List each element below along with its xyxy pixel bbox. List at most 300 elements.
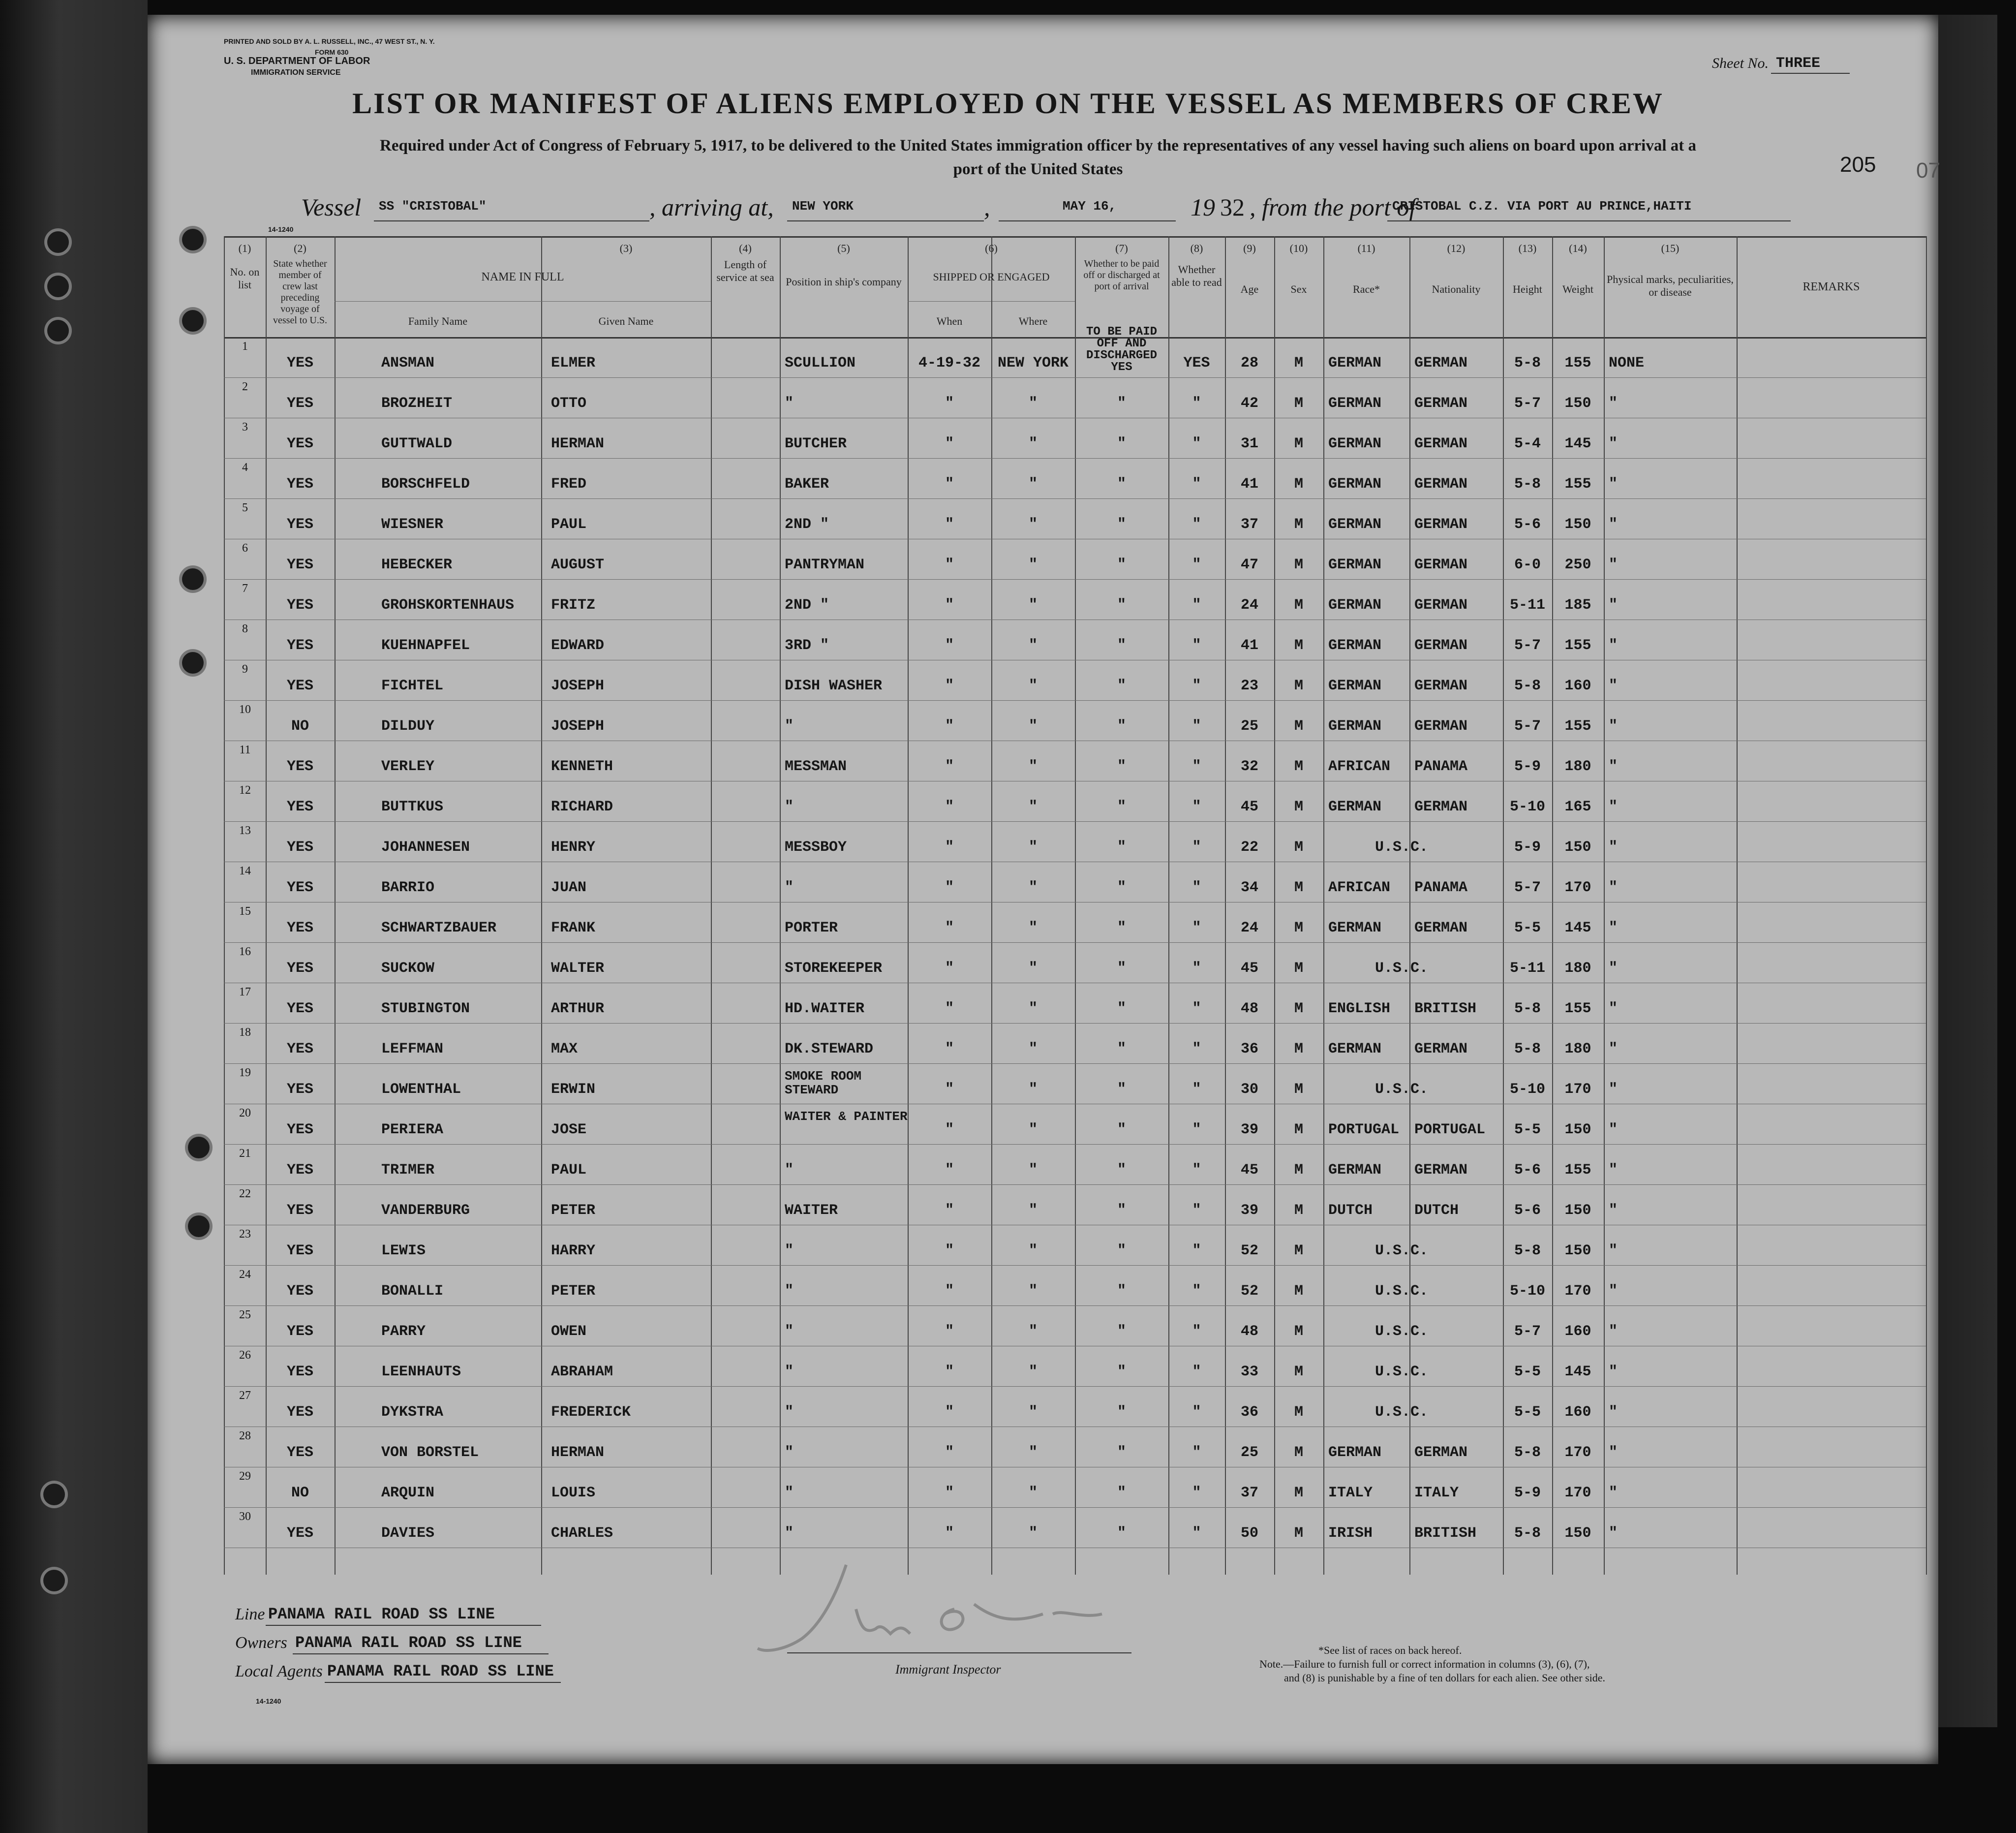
cell-position: BUTCHER bbox=[785, 435, 847, 452]
cell-marks: " bbox=[1609, 1364, 1618, 1380]
cell-paid: " bbox=[1117, 1444, 1126, 1461]
cell-age: 36 bbox=[1240, 1404, 1258, 1421]
cell-height: 5-11 bbox=[1509, 597, 1545, 614]
cell-weight: 185 bbox=[1564, 597, 1591, 614]
cell-race: GERMAN bbox=[1328, 516, 1382, 533]
cell-race: U.S.C. bbox=[1375, 1323, 1429, 1340]
cell-read: " bbox=[1192, 1525, 1201, 1542]
cell-sex: M bbox=[1294, 839, 1303, 856]
row-number: 12 bbox=[239, 784, 251, 797]
col-rule bbox=[224, 236, 225, 1575]
row-number: 13 bbox=[239, 824, 251, 837]
cell-given: JUAN bbox=[551, 879, 587, 896]
cell-given: HERMAN bbox=[551, 1444, 605, 1461]
cell-sex: M bbox=[1294, 557, 1303, 573]
cell-weight: 155 bbox=[1564, 718, 1591, 735]
cell-when: " bbox=[945, 476, 954, 493]
cell-prev: YES bbox=[286, 678, 313, 694]
row-number: 28 bbox=[239, 1429, 251, 1442]
cell-weight: 180 bbox=[1564, 1041, 1591, 1057]
row-number: 10 bbox=[239, 703, 251, 716]
cell-race: U.S.C. bbox=[1375, 1283, 1429, 1300]
cell-age: 30 bbox=[1240, 1081, 1258, 1098]
cell-read: " bbox=[1192, 1323, 1201, 1340]
page-stamp: 205 bbox=[1840, 153, 1876, 177]
cell-race: AFRICAN bbox=[1328, 879, 1391, 896]
cell-marks: " bbox=[1609, 1283, 1618, 1300]
cell-where: NEW YORK bbox=[997, 355, 1069, 372]
cell-prev: YES bbox=[286, 557, 313, 573]
col4-header: Length of service at sea bbox=[716, 258, 774, 283]
cell-family: DILDUY bbox=[381, 718, 435, 735]
cell-where: " bbox=[1028, 435, 1038, 452]
cell-position: PANTRYMAN bbox=[785, 557, 865, 573]
cell-weight: 150 bbox=[1564, 1121, 1591, 1138]
cell-family: JOHANNESEN bbox=[381, 839, 470, 856]
cell-paid: " bbox=[1117, 597, 1126, 614]
cell-sex: M bbox=[1294, 1162, 1303, 1179]
cell-height: 5-9 bbox=[1514, 758, 1541, 775]
cell-sex: M bbox=[1294, 1081, 1303, 1098]
col4-num: (4) bbox=[739, 242, 752, 254]
cell-paid: " bbox=[1117, 557, 1126, 573]
arrival-year: 32 bbox=[1220, 193, 1245, 221]
cell-read: " bbox=[1192, 1000, 1201, 1017]
cell-sex: M bbox=[1294, 1404, 1303, 1421]
binder-hole bbox=[47, 320, 69, 342]
col-rule bbox=[1604, 236, 1605, 1575]
cell-paid: " bbox=[1117, 435, 1126, 452]
cell-position: " bbox=[785, 879, 794, 896]
cell-sex: M bbox=[1294, 1202, 1303, 1219]
row-number: 27 bbox=[239, 1389, 251, 1402]
cell-given: PAUL bbox=[551, 1162, 587, 1179]
cell-position: WAITER bbox=[785, 1202, 838, 1219]
cell-family: SCHWARTZBAUER bbox=[381, 920, 497, 936]
row-number: 26 bbox=[239, 1349, 251, 1362]
cell-family: VON BORSTEL bbox=[381, 1444, 479, 1461]
cell-prev: YES bbox=[286, 435, 313, 452]
cell-family: PARRY bbox=[381, 1323, 426, 1340]
cell-prev: YES bbox=[286, 1404, 313, 1421]
cell-marks: " bbox=[1609, 476, 1618, 493]
cell-marks: " bbox=[1609, 1323, 1618, 1340]
cell-given: AUGUST bbox=[551, 557, 605, 573]
col15-num: (15) bbox=[1661, 242, 1680, 254]
cell-when: " bbox=[945, 1041, 954, 1057]
cell-height: 5-10 bbox=[1509, 1283, 1545, 1300]
col-rule bbox=[780, 236, 781, 1575]
cell-when: " bbox=[945, 637, 954, 654]
binder-hole bbox=[182, 229, 204, 250]
cell-given: FRED bbox=[551, 476, 587, 493]
cell-read: " bbox=[1192, 1162, 1201, 1179]
cell-marks: " bbox=[1609, 920, 1618, 936]
cell-family: STUBINGTON bbox=[381, 1000, 470, 1017]
races-note: *See list of races on back hereof. bbox=[1318, 1644, 1462, 1656]
cell-paid: " bbox=[1117, 1243, 1126, 1259]
cell-nationality: PANAMA bbox=[1414, 758, 1468, 775]
cell-family: ANSMAN bbox=[381, 355, 435, 372]
col11-header: Race* bbox=[1353, 283, 1380, 295]
cell-position: 2ND " bbox=[785, 516, 829, 533]
cell-position: " bbox=[785, 1243, 794, 1259]
cell-family: BONALLI bbox=[381, 1283, 444, 1300]
cell-prev: YES bbox=[286, 1283, 313, 1300]
cell-family: BARRIO bbox=[381, 879, 435, 896]
cell-when: " bbox=[945, 1202, 954, 1219]
cell-read: YES bbox=[1183, 355, 1210, 372]
col-rule bbox=[335, 236, 336, 1575]
cell-when: " bbox=[945, 920, 954, 936]
cell-where: " bbox=[1028, 799, 1038, 815]
cell-where: " bbox=[1028, 960, 1038, 977]
cell-when: " bbox=[945, 879, 954, 896]
cell-where: " bbox=[1028, 718, 1038, 735]
cell-when: " bbox=[945, 1121, 954, 1138]
cell-race: IRISH bbox=[1328, 1525, 1373, 1542]
cell-race: U.S.C. bbox=[1375, 1081, 1429, 1098]
cell-nationality: GERMAN bbox=[1414, 718, 1468, 735]
cell-sex: M bbox=[1294, 758, 1303, 775]
cell-given: RICHARD bbox=[551, 799, 613, 815]
row-rule bbox=[224, 1386, 1926, 1387]
cell-family: BORSCHFELD bbox=[381, 476, 470, 493]
cell-paid: " bbox=[1117, 1283, 1126, 1300]
cell-weight: 250 bbox=[1564, 557, 1591, 573]
cell-position: PORTER bbox=[785, 920, 838, 936]
cell-height: 5-11 bbox=[1509, 960, 1545, 977]
cell-given: JOSE bbox=[551, 1121, 587, 1138]
cell-where: " bbox=[1028, 678, 1038, 694]
cell-sex: M bbox=[1294, 1041, 1303, 1057]
cell-nationality: GERMAN bbox=[1414, 435, 1468, 452]
col3-given: Given Name bbox=[598, 315, 654, 327]
sub-col-rule bbox=[991, 301, 992, 337]
col1-num: (1) bbox=[238, 242, 251, 254]
cell-paid: " bbox=[1117, 637, 1126, 654]
cell-family: ARQUIN bbox=[381, 1485, 435, 1501]
vessel-label: Vessel bbox=[301, 193, 362, 221]
cell-family: DAVIES bbox=[381, 1525, 435, 1542]
cell-given: LOUIS bbox=[551, 1485, 596, 1501]
cell-marks: " bbox=[1609, 839, 1618, 856]
cell-read: " bbox=[1192, 1041, 1201, 1057]
cell-prev: YES bbox=[286, 879, 313, 896]
row-number: 15 bbox=[239, 905, 251, 918]
cell-height: 5-10 bbox=[1509, 1081, 1545, 1098]
cell-read: " bbox=[1192, 1283, 1201, 1300]
cell-age: 37 bbox=[1240, 1485, 1258, 1501]
cell-family: DYKSTRA bbox=[381, 1404, 444, 1421]
cell-race: GERMAN bbox=[1328, 799, 1382, 815]
departure-port: CRISTOBAL C.Z. VIA PORT AU PRINCE,HAITI bbox=[1392, 199, 1692, 214]
cell-sex: M bbox=[1294, 476, 1303, 493]
cell-race: AFRICAN bbox=[1328, 758, 1391, 775]
owners-value: PANAMA RAIL ROAD SS LINE bbox=[295, 1634, 522, 1652]
date-underline bbox=[999, 220, 1176, 221]
cell-where: " bbox=[1028, 1364, 1038, 1380]
cell-read: " bbox=[1192, 637, 1201, 654]
cell-marks: " bbox=[1609, 1444, 1618, 1461]
cell-marks: " bbox=[1609, 1202, 1618, 1219]
cell-position: DISH WASHER bbox=[785, 678, 883, 694]
cell-position: " bbox=[785, 1404, 794, 1421]
cell-where: " bbox=[1028, 1162, 1038, 1179]
cell-when: " bbox=[945, 435, 954, 452]
cell-age: 22 bbox=[1240, 839, 1258, 856]
cell-marks: " bbox=[1609, 1525, 1618, 1542]
form-number: FORM 630 bbox=[315, 48, 349, 56]
col3-header: NAME IN FULL bbox=[481, 271, 564, 283]
binder-hole bbox=[43, 1570, 65, 1591]
cell-height: 5-7 bbox=[1514, 1323, 1541, 1340]
cell-marks: " bbox=[1609, 879, 1618, 896]
cell-given: EDWARD bbox=[551, 637, 605, 654]
cell-where: " bbox=[1028, 1485, 1038, 1501]
col2-num: (2) bbox=[294, 242, 306, 254]
cell-given: FREDERICK bbox=[551, 1404, 631, 1421]
row-number: 7 bbox=[242, 582, 248, 595]
cell-given: JOSEPH bbox=[551, 678, 605, 694]
cell-family: LEFFMAN bbox=[381, 1041, 444, 1057]
cell-nationality: BRITISH bbox=[1414, 1525, 1477, 1542]
cell-weight: 170 bbox=[1564, 1081, 1591, 1098]
cell-marks: " bbox=[1609, 1243, 1618, 1259]
row-number: 2 bbox=[242, 380, 248, 393]
col5-num: (5) bbox=[837, 242, 850, 254]
cell-nationality: GERMAN bbox=[1414, 678, 1468, 694]
cell-when: " bbox=[945, 758, 954, 775]
crew-table bbox=[224, 236, 1926, 1575]
cell-sex: M bbox=[1294, 1364, 1303, 1380]
cell-height: 5-8 bbox=[1514, 1243, 1541, 1259]
cell-marks: " bbox=[1609, 1121, 1618, 1138]
row-rule bbox=[224, 1265, 1926, 1266]
cell-age: 45 bbox=[1240, 799, 1258, 815]
col6-num: (6) bbox=[985, 242, 998, 254]
cell-weight: 145 bbox=[1564, 435, 1591, 452]
binder-hole bbox=[188, 1215, 210, 1237]
cell-where: " bbox=[1028, 637, 1038, 654]
cell-nationality: GERMAN bbox=[1414, 1041, 1468, 1057]
cell-where: " bbox=[1028, 557, 1038, 573]
cell-age: 31 bbox=[1240, 435, 1258, 452]
cell-race: GERMAN bbox=[1328, 435, 1382, 452]
row-rule bbox=[224, 1305, 1926, 1306]
cell-prev: YES bbox=[286, 1444, 313, 1461]
cell-nationality: GERMAN bbox=[1414, 1444, 1468, 1461]
cell-position: " bbox=[785, 1525, 794, 1542]
row-rule bbox=[224, 1144, 1926, 1145]
row-number: 1 bbox=[242, 340, 248, 353]
cell-position: " bbox=[785, 1162, 794, 1179]
cell-prev: YES bbox=[286, 597, 313, 614]
cell-read: " bbox=[1192, 1404, 1201, 1421]
cell-marks: " bbox=[1609, 516, 1618, 533]
cell-height: 5-8 bbox=[1514, 476, 1541, 493]
row-number: 9 bbox=[242, 663, 248, 676]
cell-position: MESSMAN bbox=[785, 758, 847, 775]
col13-header: Height bbox=[1513, 283, 1542, 295]
cell-read: " bbox=[1192, 678, 1201, 694]
cell-weight: 155 bbox=[1564, 1162, 1591, 1179]
cell-weight: 170 bbox=[1564, 1485, 1591, 1501]
cell-position: 2ND " bbox=[785, 597, 829, 614]
row-number: 24 bbox=[239, 1268, 251, 1281]
cell-marks: " bbox=[1609, 799, 1618, 815]
binder-hole bbox=[47, 231, 69, 253]
row-number: 5 bbox=[242, 501, 248, 514]
col2-header: State whether member of crew last preceding voyage of vessel to U.S. bbox=[273, 258, 327, 326]
cell-family: VANDERBURG bbox=[381, 1202, 470, 1219]
cell-prev: YES bbox=[286, 1525, 313, 1542]
cell-paid: " bbox=[1117, 678, 1126, 694]
cell-nationality: GERMAN bbox=[1414, 476, 1468, 493]
cell-read: " bbox=[1192, 718, 1201, 735]
cell-nationality: ITALY bbox=[1414, 1485, 1459, 1501]
cell-paid: TO BE PAID OFF AND DISCHARGED YES bbox=[1086, 325, 1158, 374]
col5-header: Position in ship's company bbox=[786, 276, 902, 288]
cell-height: 5-9 bbox=[1514, 839, 1541, 856]
cell-sex: M bbox=[1294, 355, 1303, 372]
cell-family: LEWIS bbox=[381, 1243, 426, 1259]
requirement-line-2: port of the United States bbox=[953, 160, 1123, 178]
cell-nationality: GERMAN bbox=[1414, 355, 1468, 372]
col-rule bbox=[1737, 236, 1738, 1575]
cell-race: GERMAN bbox=[1328, 395, 1382, 412]
col10-header: Sex bbox=[1290, 283, 1307, 295]
inspector-signature bbox=[738, 1555, 1230, 1673]
cell-weight: 180 bbox=[1564, 758, 1591, 775]
cell-height: 5-4 bbox=[1514, 435, 1541, 452]
cell-height: 5-7 bbox=[1514, 879, 1541, 896]
cell-prev: YES bbox=[286, 1162, 313, 1179]
cell-when: " bbox=[945, 516, 954, 533]
form-code-bottom: 14-1240 bbox=[256, 1697, 281, 1705]
cell-when: " bbox=[945, 1000, 954, 1017]
cell-weight: 170 bbox=[1564, 1444, 1591, 1461]
cell-weight: 145 bbox=[1564, 1364, 1591, 1380]
cell-weight: 170 bbox=[1564, 1283, 1591, 1300]
cell-age: 47 bbox=[1240, 557, 1258, 573]
cell-paid: " bbox=[1117, 920, 1126, 936]
cell-position: " bbox=[785, 395, 794, 412]
cell-paid: " bbox=[1117, 718, 1126, 735]
col14-num: (14) bbox=[1569, 242, 1587, 254]
cell-read: " bbox=[1192, 799, 1201, 815]
row-number: 19 bbox=[239, 1066, 251, 1079]
owners-underline bbox=[293, 1653, 549, 1654]
cell-age: 36 bbox=[1240, 1041, 1258, 1057]
inspector-line bbox=[787, 1652, 1131, 1653]
cell-paid: " bbox=[1117, 1404, 1126, 1421]
cell-read: " bbox=[1192, 1081, 1201, 1098]
cell-when: " bbox=[945, 1485, 954, 1501]
cell-sex: M bbox=[1294, 1525, 1303, 1542]
cell-paid: " bbox=[1117, 1364, 1126, 1380]
row-rule bbox=[224, 700, 1926, 701]
cell-age: 41 bbox=[1240, 637, 1258, 654]
cell-sex: M bbox=[1294, 718, 1303, 735]
cell-position: " bbox=[785, 1444, 794, 1461]
sheet-label: Sheet No. bbox=[1712, 55, 1769, 71]
cell-marks: " bbox=[1609, 1000, 1618, 1017]
cell-read: " bbox=[1192, 879, 1201, 896]
cell-age: 34 bbox=[1240, 879, 1258, 896]
col-rule bbox=[1323, 236, 1324, 1575]
cell-read: " bbox=[1192, 1202, 1201, 1219]
cell-age: 24 bbox=[1240, 920, 1258, 936]
cell-read: " bbox=[1192, 960, 1201, 977]
cell-race: GERMAN bbox=[1328, 920, 1382, 936]
cell-age: 23 bbox=[1240, 678, 1258, 694]
cell-given: ABRAHAM bbox=[551, 1364, 613, 1380]
cell-weight: 150 bbox=[1564, 1525, 1591, 1542]
cell-height: 5-8 bbox=[1514, 1444, 1541, 1461]
cell-nationality: GERMAN bbox=[1414, 799, 1468, 815]
cell-marks: " bbox=[1609, 597, 1618, 614]
row-number: 11 bbox=[239, 744, 251, 756]
cell-age: 52 bbox=[1240, 1283, 1258, 1300]
cell-family: SUCKOW bbox=[381, 960, 435, 977]
cell-when: " bbox=[945, 718, 954, 735]
cell-family: WIESNER bbox=[381, 516, 444, 533]
cell-race: U.S.C. bbox=[1375, 960, 1429, 977]
cell-given: ELMER bbox=[551, 355, 596, 372]
cell-family: PERIERA bbox=[381, 1121, 444, 1138]
cell-prev: YES bbox=[286, 1202, 313, 1219]
cell-when: " bbox=[945, 1243, 954, 1259]
cell-weight: 150 bbox=[1564, 1202, 1591, 1219]
cell-marks: " bbox=[1609, 1081, 1618, 1098]
cell-height: 5-6 bbox=[1514, 516, 1541, 533]
cell-given: ARTHUR bbox=[551, 1000, 605, 1017]
cell-age: 25 bbox=[1240, 718, 1258, 735]
cell-weight: 150 bbox=[1564, 1243, 1591, 1259]
cell-position: WAITER & PAINTER bbox=[785, 1109, 908, 1124]
cell-prev: YES bbox=[286, 1081, 313, 1098]
cell-height: 5-5 bbox=[1514, 1364, 1541, 1380]
cell-sex: M bbox=[1294, 516, 1303, 533]
cell-weight: 155 bbox=[1564, 637, 1591, 654]
cell-given: KENNETH bbox=[551, 758, 613, 775]
cell-age: 48 bbox=[1240, 1323, 1258, 1340]
cell-paid: " bbox=[1117, 476, 1126, 493]
cell-age: 39 bbox=[1240, 1202, 1258, 1219]
cell-prev: NO bbox=[291, 1485, 309, 1501]
cell-prev: YES bbox=[286, 920, 313, 936]
cell-when: " bbox=[945, 597, 954, 614]
cell-marks: " bbox=[1609, 1404, 1618, 1421]
cell-race: U.S.C. bbox=[1375, 839, 1429, 856]
cell-weight: 180 bbox=[1564, 960, 1591, 977]
cell-age: 28 bbox=[1240, 355, 1258, 372]
binder-hole bbox=[182, 652, 204, 674]
col6-where: Where bbox=[1018, 315, 1048, 327]
cell-when: " bbox=[945, 1525, 954, 1542]
cell-weight: 160 bbox=[1564, 1404, 1591, 1421]
line-underline bbox=[266, 1625, 541, 1626]
cell-sex: M bbox=[1294, 1283, 1303, 1300]
cell-marks: " bbox=[1609, 718, 1618, 735]
cell-prev: YES bbox=[286, 1041, 313, 1057]
cell-height: 5-8 bbox=[1514, 1041, 1541, 1057]
cell-position: " bbox=[785, 1485, 794, 1501]
cell-where: " bbox=[1028, 1444, 1038, 1461]
row-number: 20 bbox=[239, 1107, 251, 1119]
cell-weight: 155 bbox=[1564, 1000, 1591, 1017]
